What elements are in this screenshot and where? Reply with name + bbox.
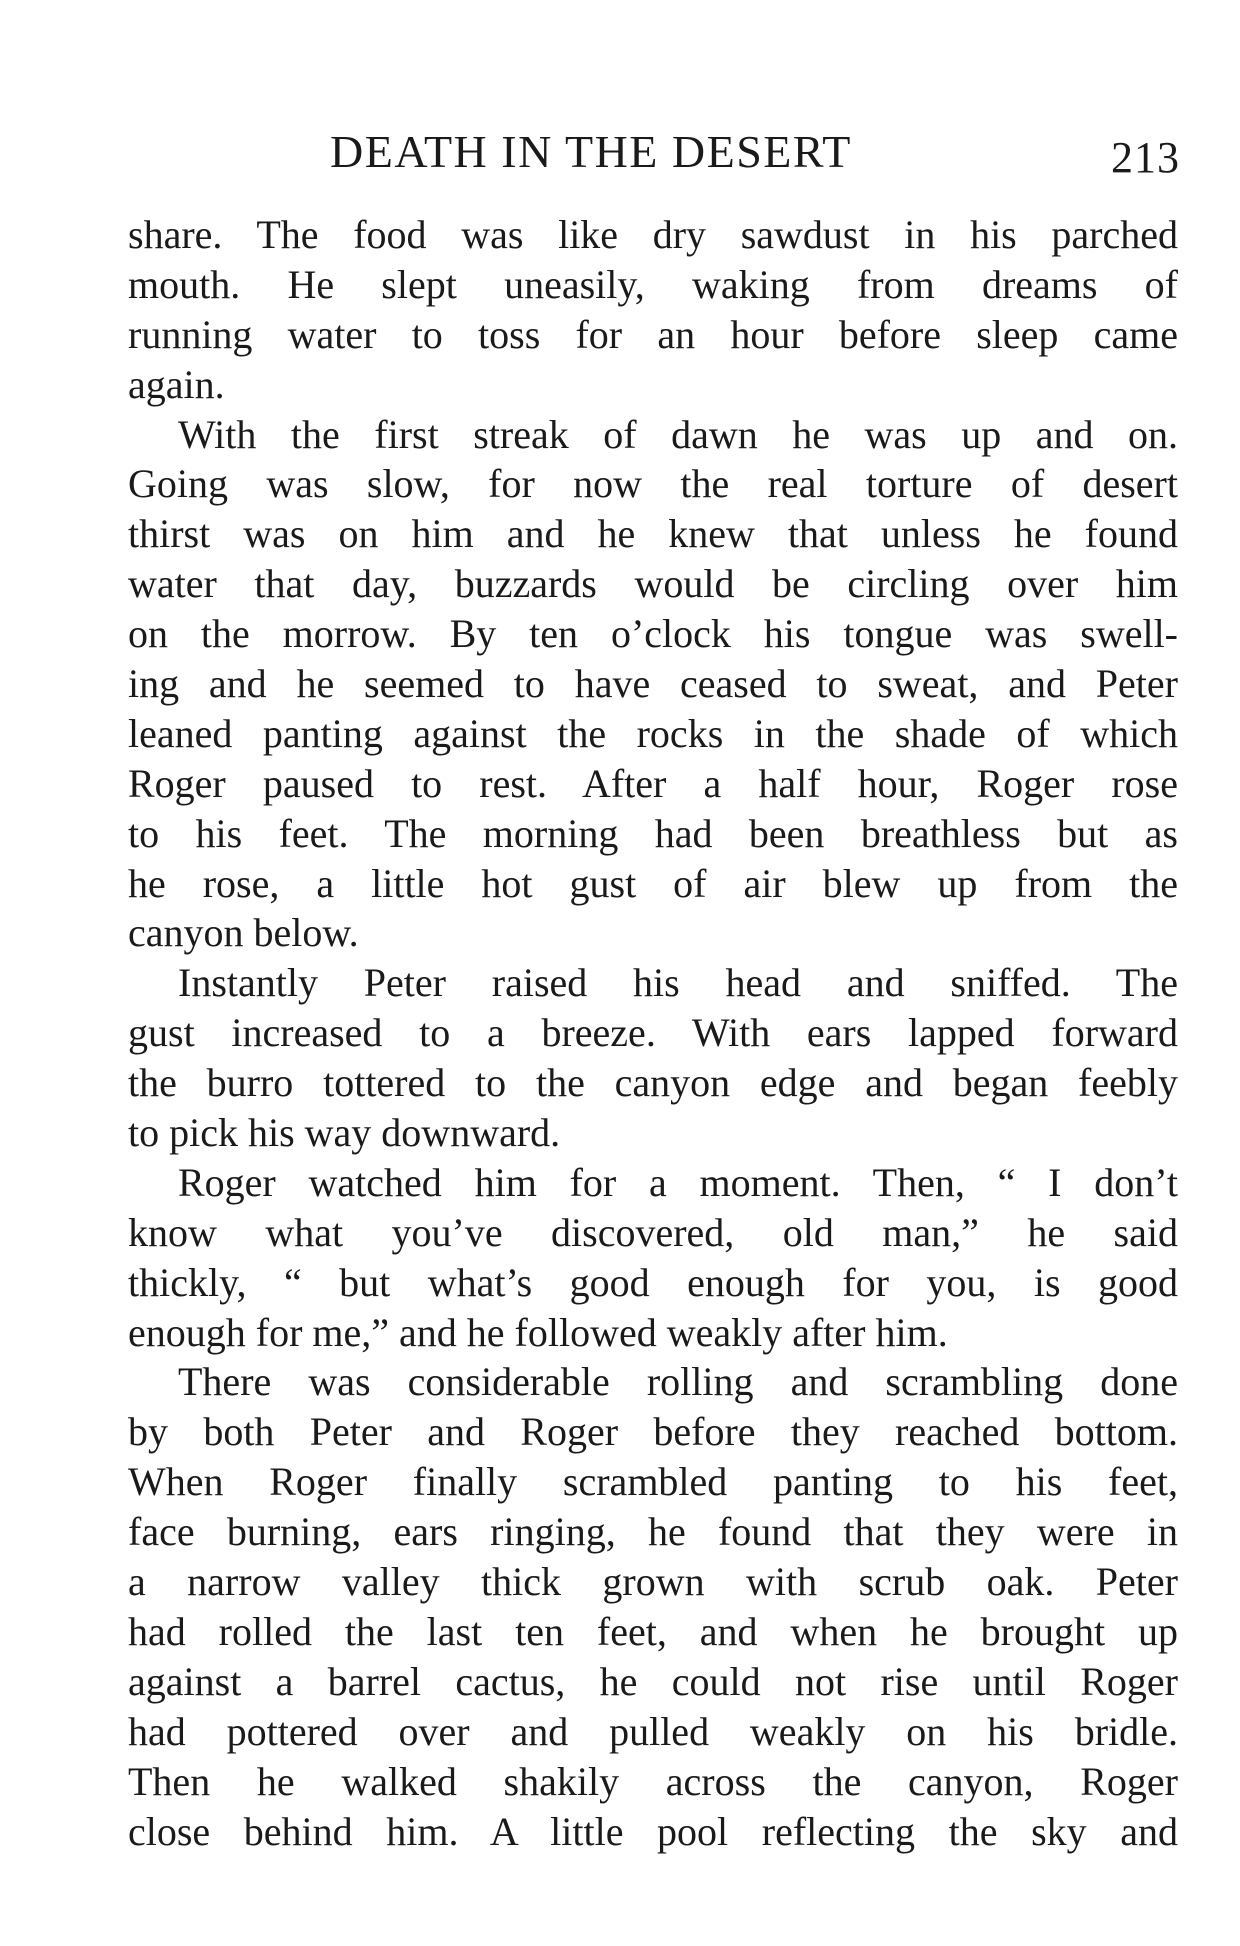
text-line: to his feet. The morning had been breathless but as: [128, 810, 1178, 856]
text-line: Then he walked shakily across the canyon, Roger: [128, 1758, 1178, 1804]
running-header: [130, 122, 1180, 182]
text-line: Instantly Peter raised his head and sniffed. The: [178, 960, 1178, 1006]
text-line: gust increased to a breeze. With ears lapped forward: [128, 1010, 1178, 1056]
text-line: to pick his way downward.: [128, 1110, 561, 1156]
text-line: There was considerable rolling and scrambling done: [178, 1359, 1178, 1405]
text-line: canyon below.: [128, 910, 359, 956]
text-line: mouth. He slept uneasily, waking from dreams of: [128, 261, 1178, 307]
text-line: thirst was on him and he knew that unless he found: [128, 511, 1178, 557]
text-line: the burro tottered to the canyon edge and began feebly: [128, 1060, 1178, 1106]
text-line: Roger paused to rest. After a half hour, Roger rose: [128, 760, 1178, 806]
text-line: had pottered over and pulled weakly on his bridle.: [128, 1708, 1178, 1754]
text-line: leaned panting against the rocks in the shade of which: [128, 710, 1178, 756]
text-line: by both Peter and Roger before they reached bottom.: [128, 1409, 1178, 1455]
text-line: against a barrel cactus, he could not rise until Roger: [128, 1658, 1178, 1704]
text-line: enough for me,” and he followed weakly after him.: [128, 1309, 948, 1355]
text-line: close behind him. A little pool reflecting the sky and: [128, 1808, 1178, 1854]
text-line: thickly, “ but what’s good enough for you, is good: [128, 1259, 1178, 1305]
page-number: 213: [1111, 133, 1180, 182]
text-line: Roger watched him for a moment. Then, “ I don’t: [178, 1159, 1178, 1205]
text-line: water that day, buzzards would be circling over him: [128, 561, 1178, 607]
running-title: DEATH IN THE DESERT: [330, 126, 852, 177]
text-line: again.: [128, 361, 225, 407]
text-line: had rolled the last ten feet, and when he brought up: [128, 1608, 1178, 1654]
text-line: he rose, a little hot gust of air blew up from the: [128, 860, 1178, 906]
text-line: know what you’ve discovered, old man,” he said: [128, 1209, 1178, 1255]
text-line: ing and he seemed to have ceased to sweat, and Peter: [128, 661, 1178, 707]
text-line: face burning, ears ringing, he found that they were in: [128, 1509, 1178, 1555]
text-line: a narrow valley thick grown with scrub oak. Peter: [128, 1559, 1178, 1605]
text-line: When Roger finally scrambled panting to his feet,: [128, 1459, 1178, 1505]
text-line: share. The food was like dry sawdust in his parched: [128, 212, 1178, 257]
text-line: Going was slow, for now the real torture of desert: [128, 461, 1178, 507]
text-line: With the first streak of dawn he was up and on.: [178, 411, 1178, 457]
text-line: on the morrow. By ten o’clock his tongue was swell-: [128, 611, 1178, 657]
body-text: [128, 210, 1178, 1856]
text-line: running water to toss for an hour before sleep came: [128, 311, 1178, 357]
